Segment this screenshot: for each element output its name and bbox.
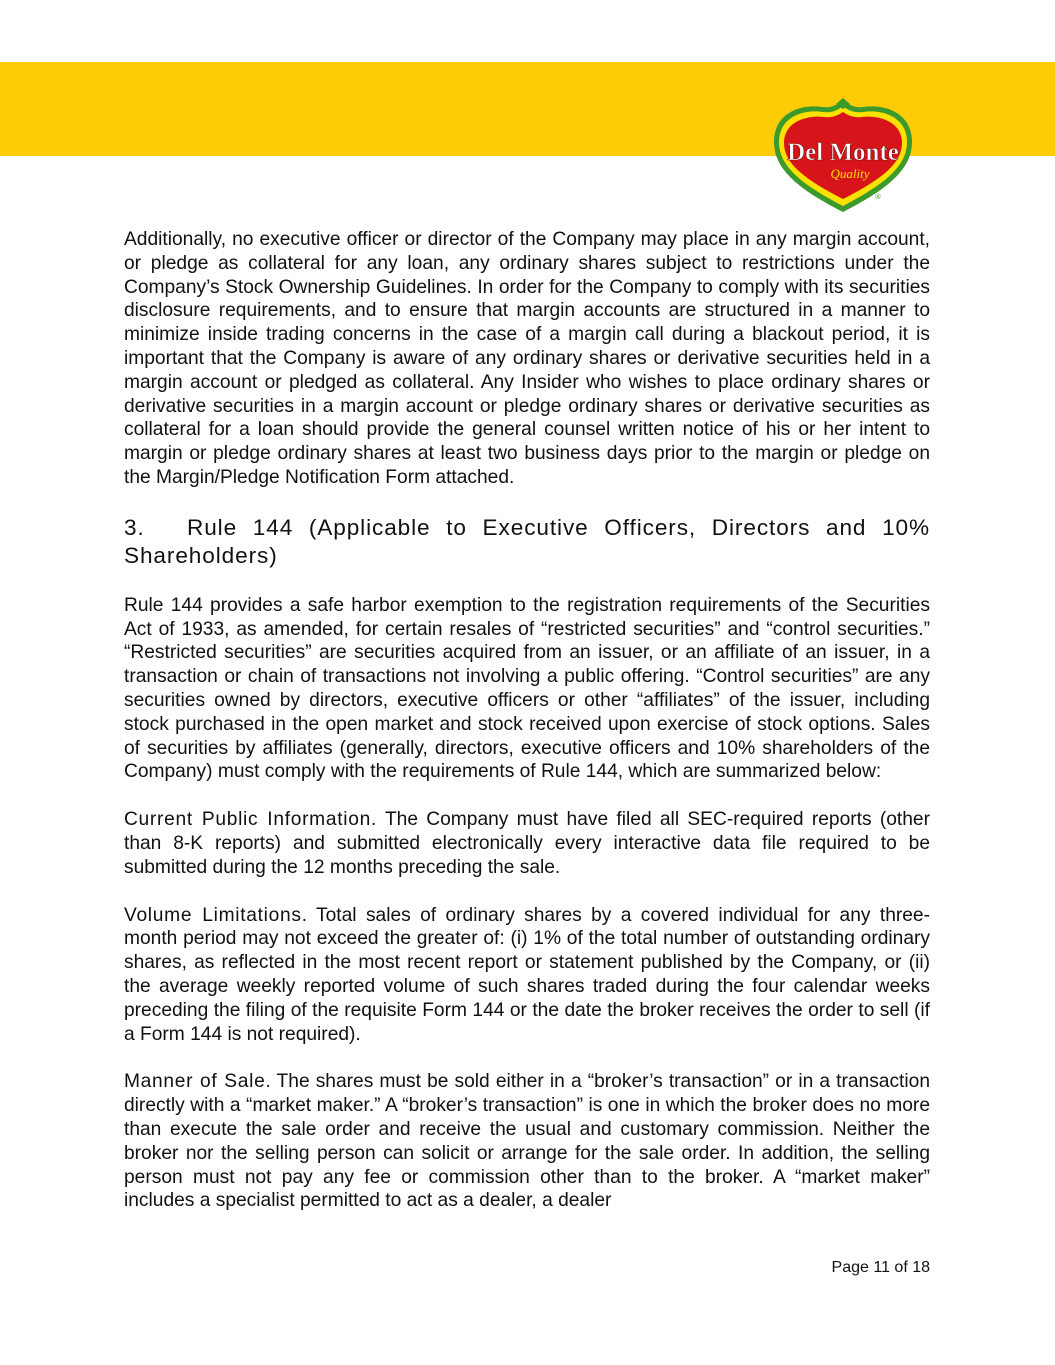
manner-lead: Manner of Sale bbox=[124, 1071, 266, 1093]
paragraph-volume-limitations bbox=[124, 904, 930, 1047]
manner-text: . The shares must be sold either in a “broker’s transaction” or in a transaction directly with a “market maker.” A “broker’s transaction” is one in which the broker does no more than execute the sale order and receive the usual and customary commission. Neither the broker nor the selling person can solicit or arrange for the sale order. In addition, the selling person must not pay any fee or commission other than to the broker. A “market maker” includes a specialist permitted to act as a dealer, a dealer bbox=[124, 1071, 930, 1212]
logo-brand-text: Del Monte bbox=[787, 139, 899, 166]
current-info-text: The Company must have filed all SEC-required reports (other than 8-K reports) and submitted electronically every interactive data file required to be submitted during the 12 months preceding the sale. bbox=[124, 809, 930, 878]
page-number: Page 11 of 18 bbox=[831, 1259, 930, 1276]
paragraph-margin-pledge: Additionally, no executive officer or director of the Company may place in any margin account, or pledge as collateral for any loan, any ordinary shares subject to restrictions under the Company’s Stock Ownership Guidelines. In order for the Company to comply with its securities disclosure requirements, and to ensure that margin accounts are structured in a manner to minimize inside trading concerns in the case of a margin call during a blackout period, it is important that the Company is aware of any ordinary shares or derivative securities held in a margin account or pledged as collateral. Any Insider who wishes to place ordinary shares or derivative securities in a margin account or pledge ordinary shares or derivative securities as collateral for a loan should provide the general counsel written notice of his or her intent to margin or pledge ordinary shares at least two business days prior to the margin or pledge on the Margin/Pledge Notification Form attached. bbox=[124, 229, 930, 488]
paragraph-rule-144: Rule 144 provides a safe harbor exemption to the registration requirements of the Securities Act of 1933, as amended, for certain resales of “restricted securities” and “control securities.” “Restricted securities” are securities acquired from an issuer, or an affiliate of an issuer, in a transaction or chain of transactions not involving a public offering. “Control securities” are any securities owned by directors, executive officers or other “affiliates” of the issuer, including stock purchased in the open market and stock received upon exercise of stock options. Sales of securities by affiliates (generally, directors, executive officers and 10% shareholders of the Company) must comply with the requirements of Rule 144, which are summarized below: bbox=[124, 594, 930, 783]
document-body bbox=[124, 228, 930, 1237]
paragraph-manner-of-sale bbox=[124, 1070, 930, 1213]
section-heading bbox=[124, 514, 930, 570]
volume-text: . Total sales of ordinary shares by a covered individual for any three-month period may not exceed the greater of: (i) 1% of the total number of outstanding ordinary shares, as reflected in the most recent report or statement published by the Company, or (ii) the average weekly reported volume of such shares traded during the four calendar weeks preceding the filing of the requisite Form 144 or the date the broker receives the order to sell (if a Form 144 is not required). bbox=[124, 904, 930, 1045]
logo-registered-mark: ® bbox=[874, 193, 882, 201]
logo-tagline-text: Quality bbox=[830, 166, 870, 181]
volume-lead: Volume Limitations bbox=[124, 904, 302, 926]
current-info-lead: Current Public Information. bbox=[124, 809, 378, 831]
section-title: Rule 144 (Applicable to Executive Officers, Directors and 10% Shareholders) bbox=[124, 514, 930, 568]
del-monte-logo bbox=[770, 98, 916, 214]
paragraph-current-public-information bbox=[124, 808, 930, 879]
section-number: 3. bbox=[124, 514, 145, 540]
